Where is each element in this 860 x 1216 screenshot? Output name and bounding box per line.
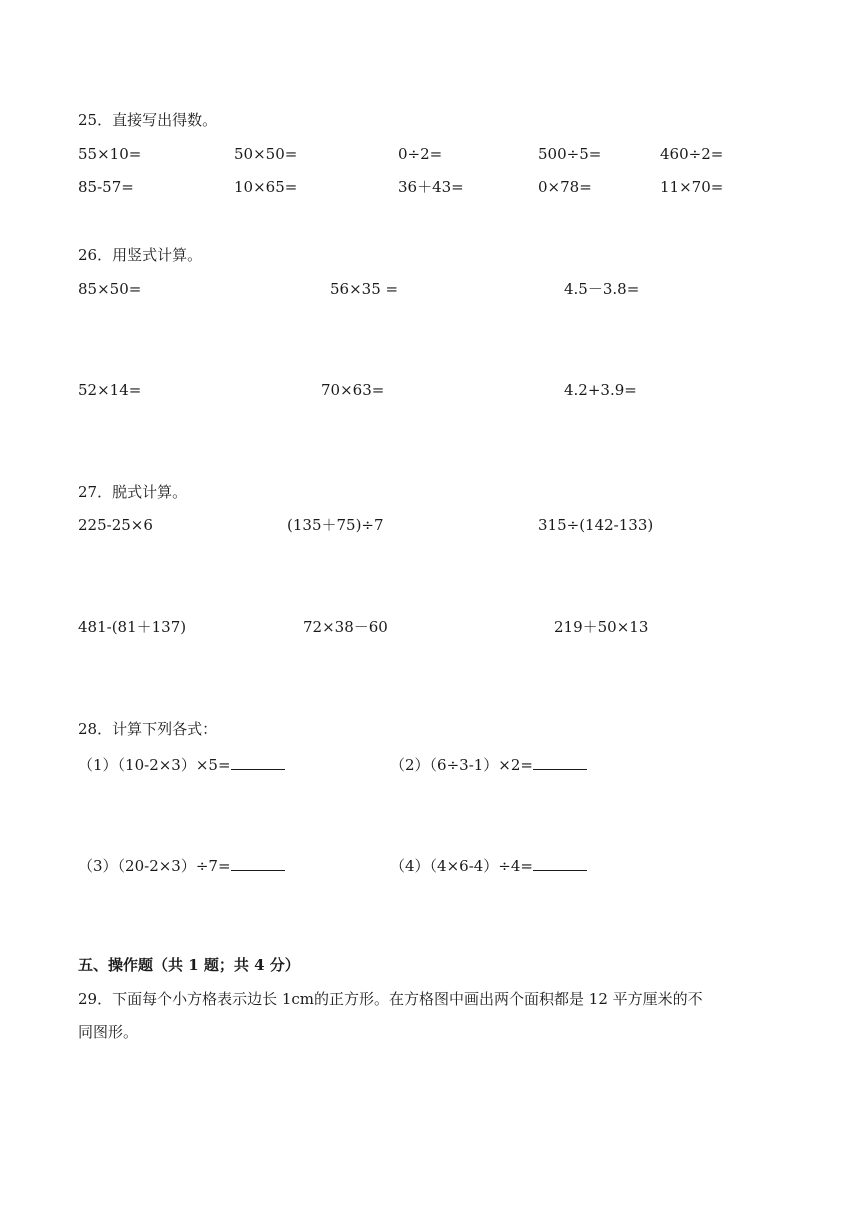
- q28-item-1-expr: （1）（10-2×3）×5=: [78, 756, 231, 774]
- q28-title: 28．计算下列各式：: [78, 720, 218, 738]
- answer-blank[interactable]: [533, 753, 587, 770]
- q26-r1-c3: 4.5－3.8=: [564, 280, 640, 298]
- q27-title: 27．脱式计算。: [78, 483, 188, 501]
- q27-r1-c1: 225-25×6: [78, 516, 153, 534]
- q29-line-2: 同图形。: [78, 1023, 139, 1041]
- q25-r1-c1: 55×10=: [78, 145, 142, 163]
- q25-r2-c2: 10×65=: [234, 178, 298, 196]
- q26-r2-c1: 52×14=: [78, 381, 142, 399]
- q27-r1-c3: 315÷(142-133): [538, 516, 654, 534]
- answer-blank[interactable]: [231, 854, 285, 871]
- q28-item-3: [78, 854, 285, 876]
- answer-blank[interactable]: [231, 753, 285, 770]
- q25-r2-c5: 11×70=: [660, 178, 724, 196]
- q25-r1-c5: 460÷2=: [660, 145, 724, 163]
- q28-item-1: [78, 753, 285, 775]
- q25-r2-c3: 36＋43=: [398, 178, 464, 196]
- q25-r1-c2: 50×50=: [234, 145, 298, 163]
- q28-item-4: [390, 854, 587, 876]
- q28-item-3-expr: （3）（20-2×3）÷7=: [78, 857, 231, 875]
- q27-r1-c2: (135＋75)÷7: [287, 516, 384, 534]
- section-5-heading: 五、操作题（共 1 题；共 4 分）: [78, 956, 300, 974]
- q26-r2-c3: 4.2+3.9=: [564, 381, 637, 399]
- q27-r2-c2: 72×38－60: [303, 618, 388, 636]
- q26-r1-c2: 56×35 =: [330, 280, 399, 298]
- q25-r1-c4: 500÷5=: [538, 145, 602, 163]
- q27-r2-c3: 219＋50×13: [554, 618, 649, 636]
- q25-r2-c1: 85-57=: [78, 178, 134, 196]
- q28-item-2-expr: （2）（6÷3-1）×2=: [390, 756, 533, 774]
- q25-r2-c4: 0×78=: [538, 178, 592, 196]
- q28-item-4-expr: （4）（4×6-4）÷4=: [390, 857, 533, 875]
- q25-r1-c3: 0÷2=: [398, 145, 443, 163]
- q26-r1-c1: 85×50=: [78, 280, 142, 298]
- q28-item-2: [390, 753, 587, 775]
- answer-blank[interactable]: [533, 854, 587, 871]
- q27-r2-c1: 481-(81＋137): [78, 618, 187, 636]
- q25-title: 25．直接写出得数。: [78, 111, 218, 129]
- q29-line-1: 29．下面每个小方格表示边长 1cm的正方形。在方格图中画出两个面积都是 12 平方厘米的不: [78, 990, 703, 1008]
- q26-title: 26．用竖式计算。: [78, 246, 203, 264]
- q26-r2-c2: 70×63=: [321, 381, 385, 399]
